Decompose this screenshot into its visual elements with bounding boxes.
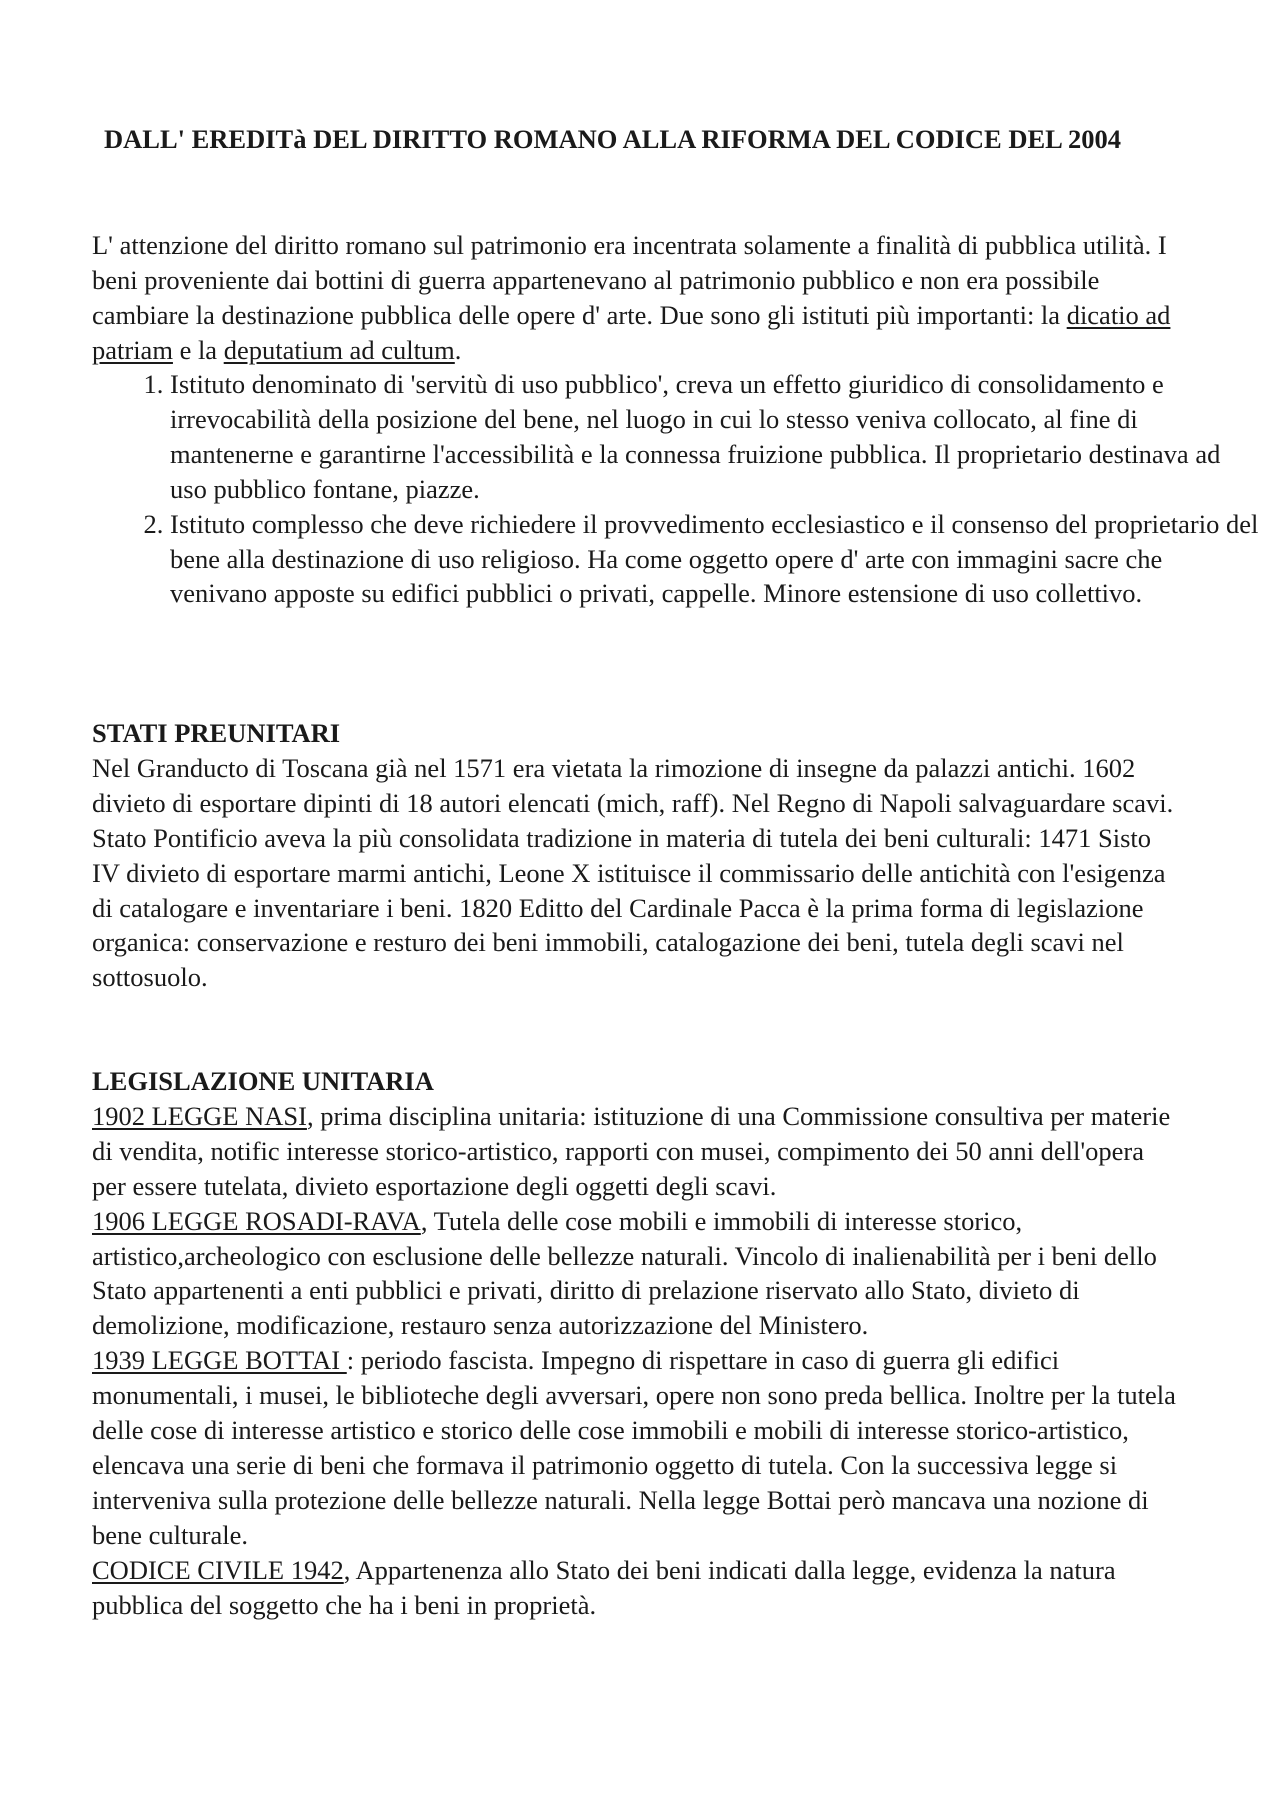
term-deputatium-ad-cultum: deputatium ad cultum [223,334,455,365]
intro-text-before: L' attenzione del diritto romano sul patrimonio era incentrata solamente a finalità di pubblica utilità. I beni proveniente dai bottini di guerra appartenevano al patrimonio pubblico e non era possibile cambiare la destinazione pubblica delle opere d' arte. Due sono gli istituti più importanti: la [92,230,1167,330]
section-text: Nel Granducto di Toscana già nel 1571 era vietata la rimozione di insegne da palazzi antichi. 1602 divieto di esportare dipinti di 18 autori elencati (mich, raff). Nel Regno di Napoli salvaguardare scavi. Stato Pontificio aveva la più consolidata tradizione in materia di tutela dei beni culturali: 1471 Sisto IV divieto di esportare marmi antichi, Leone X istituisce il commissario delle antichità con l'esigenza di catalogare e inventariare i beni. 1820 Editto del Cardinale Pacca è la prima forma di legislazione organica: conservazione e resturo dei beni immobili, catalogazione dei beni, tutela degli scavi nel sottosuolo. [92,752,1174,993]
intro-text-between: e la [172,334,224,365]
legge-label: 1902 LEGGE NASI [92,1100,307,1131]
legge-label: 1939 LEGGE BOTTAI [92,1345,347,1376]
legge-text: , Appartenenza allo Stato dei beni indicati dalla legge, evidenza la natura pubblica del soggetto che ha i beni in proprietà. [92,1554,1116,1620]
legge-text: , prima disciplina unitaria: istituzione di una Commissione consultiva per materie di vendita, notific interesse storico-artistico, rapporti con musei, compimento dei 50 anni dell'opera per essere tutelata, divieto esportazione degli oggetti degli scavi. [92,1100,1171,1201]
intro-paragraph [92,228,1182,368]
istituto-item-2: 2. Istituto complesso che deve richiedere il provvedimento ecclesiastico e il consenso del proprietario del bene alla destinazione di uso religioso. Ha come oggetto opere d' arte con immagini sacre che venivano apposte su edifici pubblici o privati, cappelle. Minore estensione di uso collettivo. [170,507,1260,612]
legge-rosadi-rava-entry [92,1204,1182,1344]
codice-civile-entry [92,1553,1182,1623]
legge-bottai-entry [92,1343,1182,1552]
section-heading: STATI PREUNITARI [92,718,341,748]
section-heading: LEGISLAZIONE UNITARIA [92,1066,434,1096]
section-legislazione-unitaria [92,1064,1182,1623]
legge-text: , Tutela delle cose mobili e immobili di interesse storico, artistico,archeologico con esclusione delle bellezze naturali. Vincolo di inalienabilità per i beni dello Stato appartenenti a enti pubblici e privati, diritto di prelazione riservato allo Stato, divieto di demolizione, modificazione, restauro senza autorizzazione del Ministero. [92,1205,1157,1341]
legge-label: 1906 LEGGE ROSADI-RAVA [92,1205,421,1236]
legge-label: CODICE CIVILE 1942 [92,1554,344,1585]
istituto-item-1: 1. Istituto denominato di 'servitù di uso pubblico', creva un effetto giuridico di consolidamento e irrevocabilità della posizione del bene, nel luogo in cui lo stesso veniva collocato, al fine di mantenerne e garantirne l'accessibilità e la connessa fruizione pubblica. Il proprietario destinava ad uso pubblico fontane, piazze. [170,367,1260,507]
term-dicatio-ad-patriam: dicatio ad patriam [92,299,1171,365]
intro-text-after: . [454,334,462,365]
istituti-list [92,367,1260,611]
legge-text: : periodo fascista. Impegno di rispettare in caso di guerra gli edifici monumentali, i musei, le biblioteche degli avversari, opere non sono preda bellica. Inoltre per la tutela delle cose di interesse artistico e storico delle cose immobili e mobili di interesse storico-artistico, elencava una serie di beni che formava il patrimonio oggetto di tutela. Con la successiva legge si interveniva sulla protezione delle bellezze naturali. Nella legge Bottai però mancava una nozione di bene culturale. [92,1345,1176,1550]
section-stati-preunitari [92,716,1182,995]
document-title: DALL' EREDITà DEL DIRITTO ROMANO ALLA RIFORMA DEL CODICE DEL 2004 [104,124,1122,154]
legge-nasi-entry [92,1099,1182,1204]
